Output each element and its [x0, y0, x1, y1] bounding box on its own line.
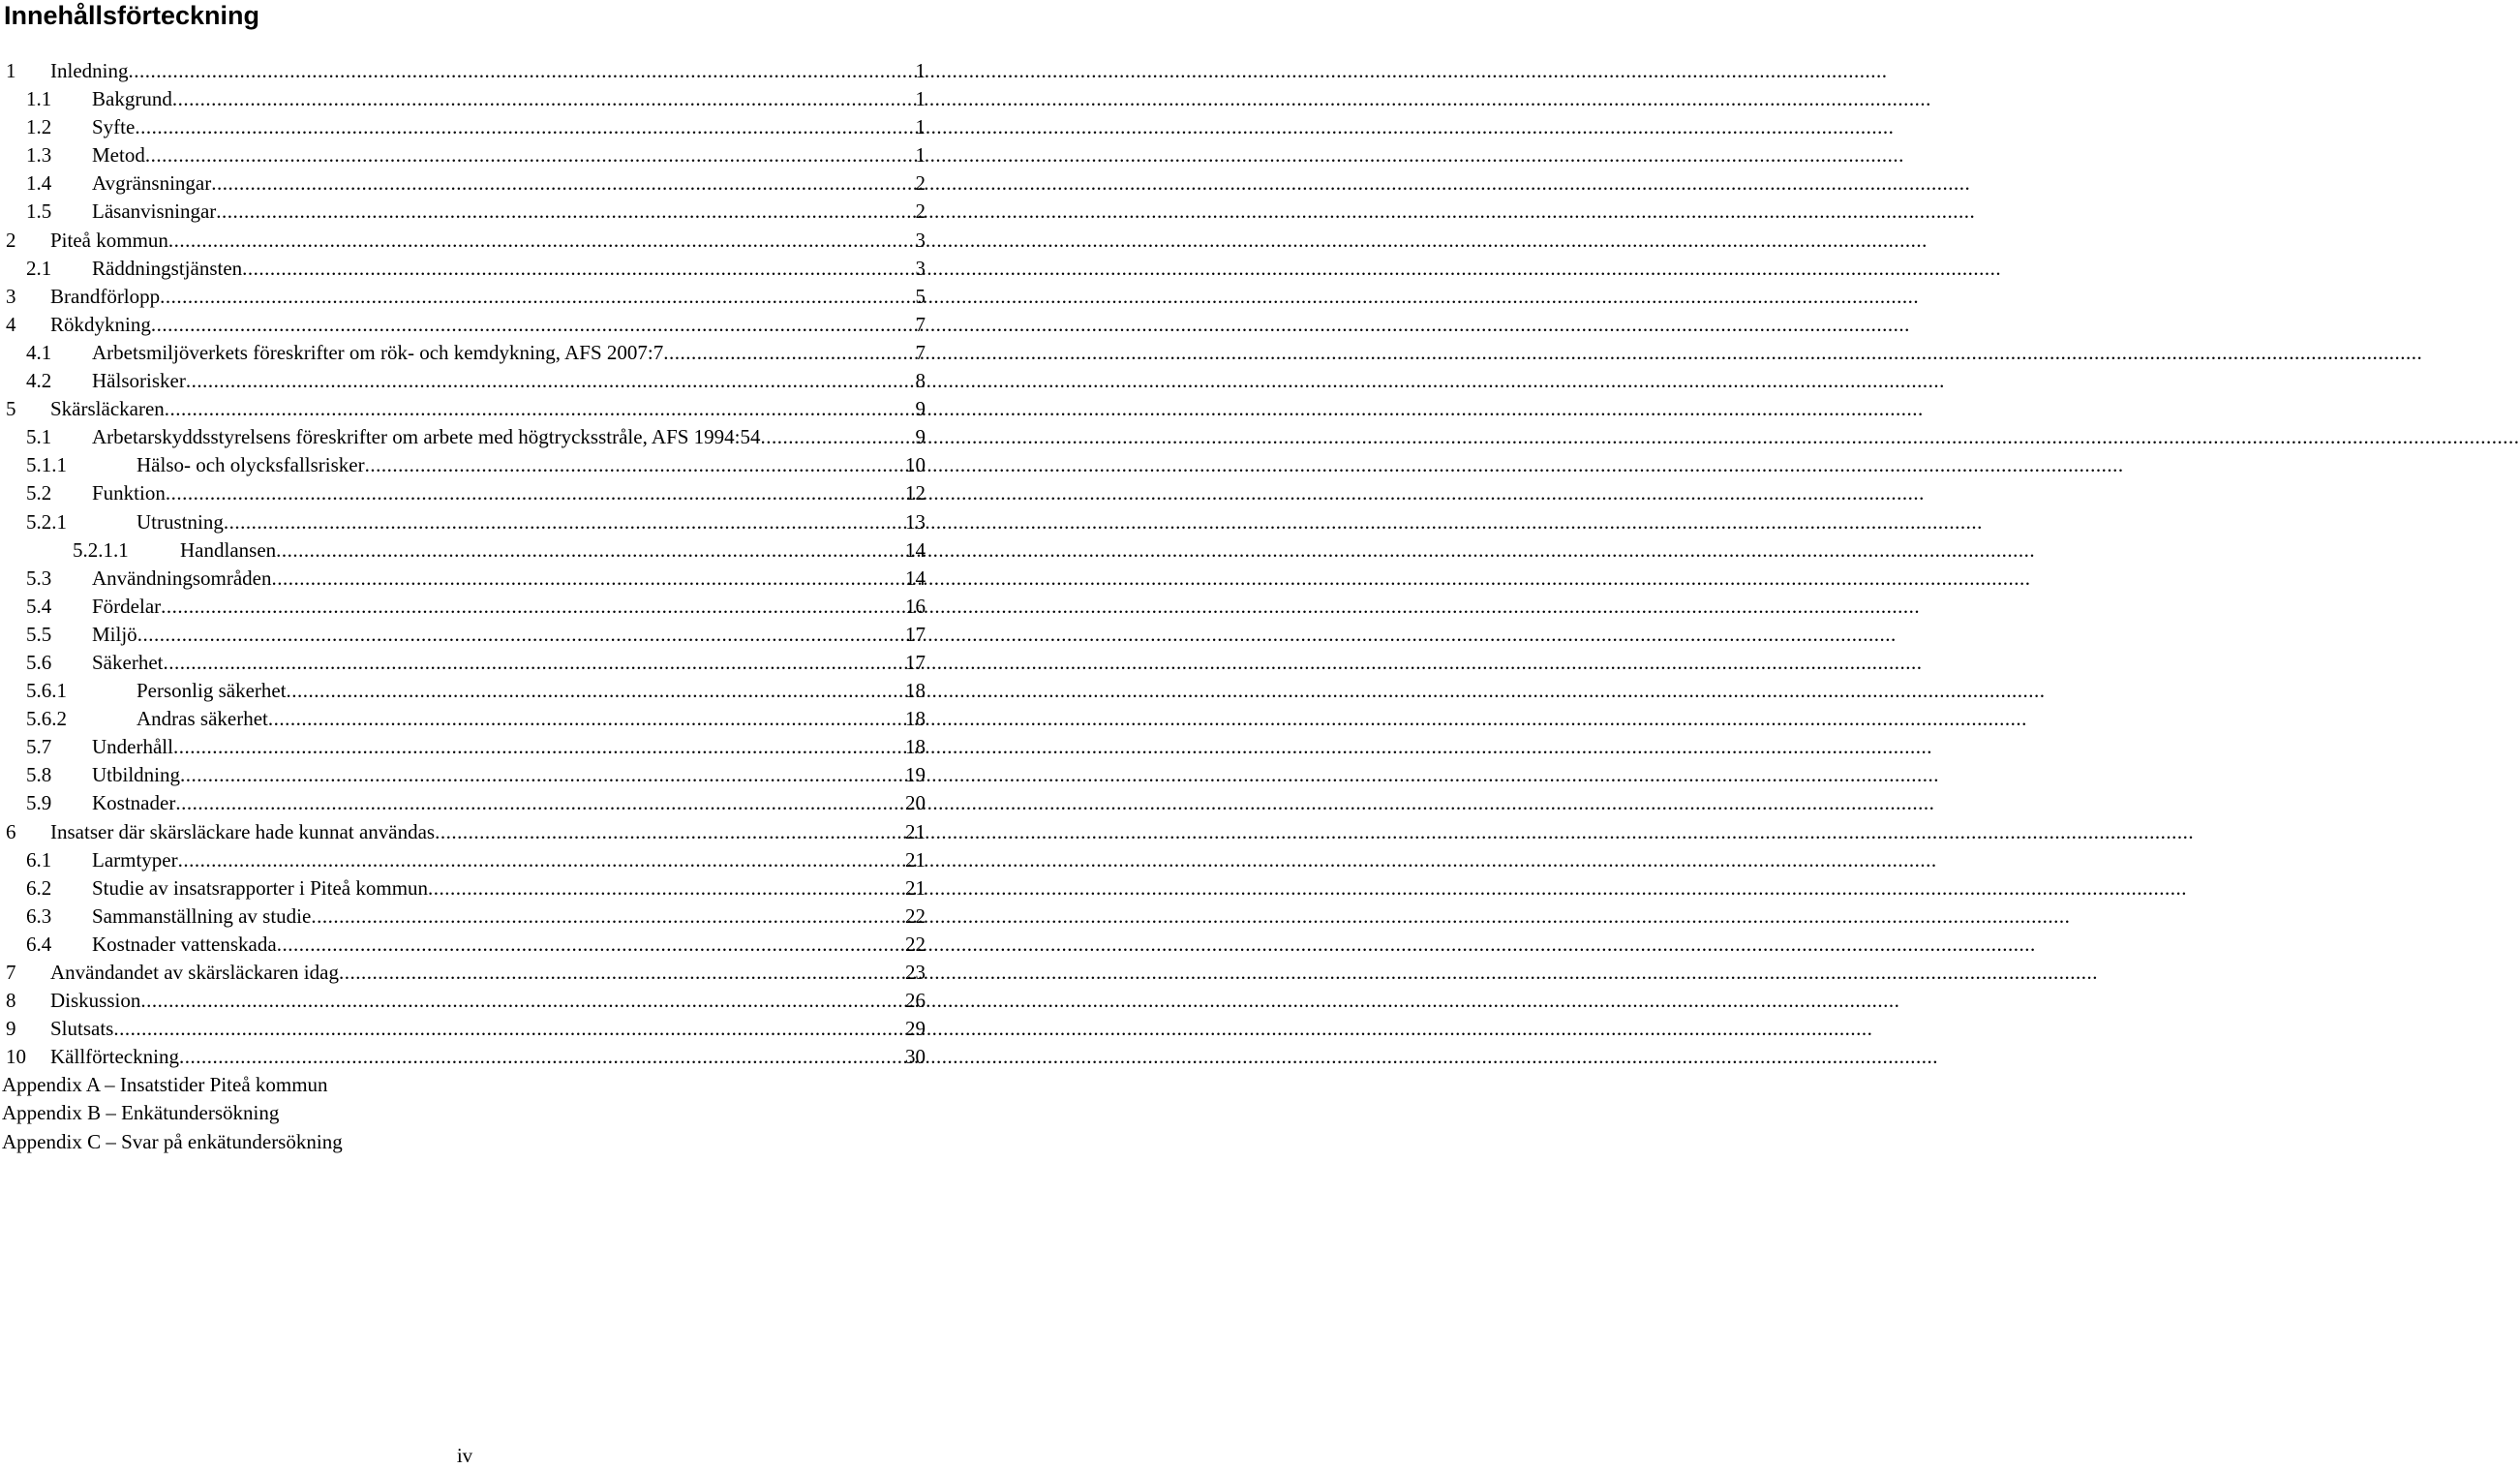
toc-entry-page: 9 [915, 397, 926, 421]
toc-entry-number: 1.3 [26, 143, 52, 168]
toc-entry-page: 21 [905, 819, 926, 843]
toc-entry-page: 9 [915, 425, 926, 449]
toc-entry-title: Piteå kommun [50, 228, 168, 252]
toc-entry-page: 7 [915, 340, 926, 364]
toc-entry-line [50, 1043, 926, 1071]
toc-entry-title: Användandet av skärsläckaren idag [50, 961, 339, 984]
toc-entry-page: 22 [905, 903, 926, 928]
toc-entry[interactable] [0, 677, 929, 705]
toc-entry[interactable] [0, 85, 929, 113]
toc-entry-number: 9 [6, 1017, 16, 1041]
toc-entry-number: 6.3 [26, 903, 52, 928]
toc-entry[interactable] [0, 198, 929, 226]
toc-entry-line [137, 705, 926, 733]
appendix-entry[interactable]: Appendix A – Insatstider Piteå kommun [2, 1073, 328, 1097]
toc-entry-title: Studie av insatsrapporter i Piteå kommun [92, 875, 429, 900]
toc-dot-leader [428, 874, 905, 903]
toc-entry[interactable] [0, 846, 929, 874]
toc-entry[interactable] [0, 705, 929, 733]
toc-entry-line [180, 536, 926, 565]
toc-entry-number: 6 [6, 819, 16, 843]
toc-entry-title: Insatser där skärsläckare hade kunnat användas [50, 819, 436, 843]
toc-entry-line [92, 198, 926, 226]
toc-dot-leader [365, 451, 905, 479]
toc-entry-number: 6.1 [26, 847, 52, 872]
toc-entry-page: 17 [905, 650, 926, 674]
toc-entry[interactable] [0, 395, 929, 423]
toc-entry-line [137, 677, 926, 705]
toc-dot-leader [216, 198, 915, 226]
toc-entry-line [50, 311, 926, 339]
toc-entry-line [92, 903, 926, 931]
toc-entry-number: 1.1 [26, 87, 52, 111]
toc-entry-page: 8 [915, 369, 926, 393]
toc-entry[interactable] [0, 818, 929, 846]
toc-entry-page: 16 [905, 594, 926, 618]
toc-dot-leader [135, 113, 915, 141]
toc-entry-line [92, 169, 926, 198]
toc-entry[interactable] [0, 479, 929, 507]
toc-entry-number: 6.2 [26, 875, 52, 900]
toc-entry-title: Miljö [92, 622, 137, 646]
toc-entry-title: Läsanvisningar [92, 199, 217, 224]
toc-entry-line [92, 649, 926, 677]
toc-entry[interactable] [0, 649, 929, 677]
toc-entry-line [50, 959, 926, 987]
toc-entry-line [92, 367, 926, 395]
toc-entry-page: 21 [905, 847, 926, 872]
toc-dot-leader [761, 423, 916, 451]
toc-entry-line [50, 227, 926, 255]
toc-entry-number: 5.2.1.1 [73, 537, 129, 562]
toc-entry-page: 1 [915, 87, 926, 111]
toc-entry-title: Metod [92, 143, 145, 168]
toc-entry-page: 20 [905, 791, 926, 815]
toc-entry-line [92, 113, 926, 141]
toc-dot-leader [160, 283, 915, 311]
toc-entry[interactable] [0, 367, 929, 395]
toc-entry-line [92, 931, 926, 959]
toc-dot-leader [145, 141, 916, 169]
toc-entry-page: 19 [905, 763, 926, 787]
toc-entry-page: 12 [905, 481, 926, 505]
toc-dot-leader [268, 705, 905, 733]
toc-entry[interactable] [0, 621, 929, 649]
toc-entry-number: 5 [6, 397, 16, 421]
toc-entry-title: Kostnader vattenskada [92, 932, 277, 956]
toc-entry-line [50, 283, 926, 311]
toc-entry-line [137, 508, 926, 536]
toc-dot-leader [276, 536, 905, 565]
toc-entry[interactable] [0, 255, 929, 283]
toc-dot-leader [178, 846, 905, 874]
toc-entry-title: Avgränsningar [92, 171, 212, 196]
toc-entry-page: 18 [905, 707, 926, 731]
toc-entry-page: 18 [905, 679, 926, 703]
toc-dot-leader [242, 255, 915, 283]
toc-entry-number: 1.5 [26, 199, 52, 224]
toc-entry-number: 5.4 [26, 594, 52, 618]
toc-entry-line [50, 57, 926, 85]
toc-entry-page: 3 [915, 256, 926, 280]
toc-dot-leader [277, 931, 905, 959]
toc-entry-page: 26 [905, 989, 926, 1013]
toc-entry-page: 29 [905, 1017, 926, 1041]
toc-entry-page: 22 [905, 932, 926, 956]
appendix-entry[interactable]: Appendix B – Enkätundersökning [2, 1101, 280, 1125]
toc-dot-leader [179, 1043, 905, 1071]
toc-entry[interactable] [0, 283, 929, 311]
toc-entry-title: Användningsområden [92, 566, 272, 590]
toc-entry-title: Hälsorisker [92, 369, 186, 393]
toc-entry-line [92, 874, 926, 903]
toc-entry-number: 5.6 [26, 650, 52, 674]
toc-dot-leader [175, 789, 905, 817]
toc-entry-title: Slutsats [50, 1017, 114, 1041]
toc-entry-number: 5.9 [26, 791, 52, 815]
toc-entry-title: Brandförlopp [50, 284, 161, 308]
toc-entry[interactable] [0, 1015, 929, 1043]
toc-entry-page: 5 [915, 284, 926, 308]
toc-entry-line [92, 85, 926, 113]
toc-entry-line [92, 339, 926, 367]
toc-entry-number: 5.7 [26, 735, 52, 759]
toc-dot-leader [663, 339, 915, 367]
toc-entry-line [92, 761, 926, 789]
toc-entry-title: Utbildning [92, 763, 181, 787]
toc-entry-line [92, 255, 926, 283]
toc-dot-leader [339, 959, 905, 987]
toc-entry-number: 10 [6, 1045, 26, 1069]
toc-entry-page: 14 [905, 566, 926, 590]
toc-entry[interactable] [0, 311, 929, 339]
toc-entry-page: 2 [915, 171, 926, 196]
toc-entry-number: 3 [6, 284, 16, 308]
toc-entry-page: 2 [915, 199, 926, 224]
toc-entry[interactable] [0, 761, 929, 789]
toc-entry-number: 5.8 [26, 763, 52, 787]
toc-entry-title: Funktion [92, 481, 166, 505]
toc-entry-line [92, 423, 926, 451]
toc-entry-line [92, 565, 926, 593]
toc-dot-leader [165, 395, 916, 423]
toc-dot-leader [311, 903, 905, 931]
toc-entry-title: Syfte [92, 115, 136, 139]
toc-entry-line [137, 451, 926, 479]
toc-entry[interactable] [0, 874, 929, 903]
toc-entry-line [92, 733, 926, 761]
toc-entry-page: 17 [905, 622, 926, 646]
toc-entry-line [92, 621, 926, 649]
toc-entry[interactable] [0, 451, 929, 479]
toc-entry-title: Säkerhet [92, 650, 164, 674]
toc-entry-title: Arbetarskyddsstyrelsens föreskrifter om arbete med högtrycksstråle, AFS 1994:54 [92, 425, 761, 449]
toc-entry-line [50, 987, 926, 1015]
toc-dot-leader [271, 565, 905, 593]
toc-entry[interactable] [0, 903, 929, 931]
toc-entry-title: Sammanställning av studie [92, 903, 312, 928]
toc-entry-page: 3 [915, 228, 926, 252]
toc-dot-leader [172, 85, 916, 113]
toc-entry-page: 23 [905, 961, 926, 984]
toc-entry-number: 5.2.1 [26, 509, 67, 534]
toc-entry-number: 5.5 [26, 622, 52, 646]
toc-entry-number: 5.6.1 [26, 679, 67, 703]
toc-entry[interactable] [0, 169, 929, 198]
toc-dot-leader [168, 227, 916, 255]
toc-entry-number: 4 [6, 312, 16, 336]
toc-entry-number: 8 [6, 989, 16, 1013]
toc-entry-number: 7 [6, 961, 16, 984]
toc-entry-page: 30 [905, 1045, 926, 1069]
toc-dot-leader [137, 621, 905, 649]
toc-entry[interactable] [0, 593, 929, 621]
toc-entry-title: Andras säkerhet [137, 707, 268, 731]
toc-entry-number: 5.1.1 [26, 453, 67, 477]
toc-entry-number: 1.4 [26, 171, 52, 196]
toc-entry-title: Fördelar [92, 594, 162, 618]
toc-dot-leader [287, 677, 905, 705]
toc-entry-line [50, 818, 926, 846]
toc-entry-title: Kostnader [92, 791, 176, 815]
toc-entry-title: Hälso- och olycksfallsrisker [137, 453, 365, 477]
toc-entry-title: Handlansen [180, 537, 277, 562]
toc-entry-number: 5.1 [26, 425, 52, 449]
toc-entry-page: 1 [915, 115, 926, 139]
toc-entry-number: 1 [6, 59, 16, 82]
toc-entry-title: Utrustning [137, 509, 224, 534]
toc-entry-line [50, 395, 926, 423]
toc-entry-line [92, 846, 926, 874]
toc-entry-line [50, 1015, 926, 1043]
toc-entry-title: Rökdykning [50, 312, 151, 336]
toc-entry[interactable] [0, 931, 929, 959]
toc-entry[interactable] [0, 1043, 929, 1071]
toc-entry-title: Källförteckning [50, 1045, 179, 1069]
toc-dot-leader [211, 169, 915, 198]
toc-entry-number: 4.2 [26, 369, 52, 393]
toc-entry-page: 14 [905, 537, 926, 562]
toc-entry-title: Inledning [50, 59, 129, 82]
toc-dot-leader [113, 1015, 905, 1043]
toc-entry-title: Skärsläckaren [50, 397, 165, 421]
toc-entry-page: 18 [905, 735, 926, 759]
toc-entry-page: 1 [915, 59, 926, 82]
page-number [0, 1442, 929, 1469]
toc-entry[interactable] [0, 339, 929, 367]
toc-dot-leader [161, 593, 905, 621]
toc-entry[interactable] [0, 536, 929, 565]
toc-dot-leader [166, 479, 905, 507]
toc-dot-leader [140, 987, 905, 1015]
toc-entry-number: 1.2 [26, 115, 52, 139]
toc-entry-line [92, 789, 926, 817]
page-number-text: iv [456, 1444, 473, 1467]
toc-dot-leader [173, 733, 905, 761]
toc-dot-leader [224, 508, 905, 536]
toc-dot-leader [163, 649, 905, 677]
toc-entry-title: Räddningstjänsten [92, 256, 243, 280]
toc-entry-page: 7 [915, 312, 926, 336]
toc-entry-number: 5.6.2 [26, 707, 67, 731]
toc-entry[interactable] [0, 959, 929, 987]
toc-entry-number: 4.1 [26, 340, 52, 364]
toc-entry-title: Larmtyper [92, 847, 178, 872]
toc-entry-page: 21 [905, 875, 926, 900]
toc-entry-line [92, 141, 926, 169]
toc-entry[interactable] [0, 565, 929, 593]
toc-dot-leader [435, 818, 905, 846]
toc-entry[interactable] [0, 789, 929, 817]
toc-entry-page: 13 [905, 509, 926, 534]
toc-entry-number: 5.3 [26, 566, 52, 590]
toc-entry-page: 1 [915, 143, 926, 168]
toc-entry-page: 10 [905, 453, 926, 477]
toc-entry[interactable] [0, 508, 929, 536]
toc-entry[interactable] [0, 57, 929, 85]
toc-entry-number: 2 [6, 228, 16, 252]
toc-entry-title: Arbetsmiljöverkets föreskrifter om rök- och kemdykning, AFS 2007:7 [92, 340, 664, 364]
toc-entry[interactable] [0, 113, 929, 141]
toc-entry-title: Diskussion [50, 989, 141, 1013]
toc-entry[interactable] [0, 733, 929, 761]
toc-entry-title: Personlig säkerhet [137, 679, 287, 703]
toc-dot-leader [180, 761, 905, 789]
toc-entry[interactable] [0, 423, 929, 451]
page-title: Innehållsförteckning [4, 1, 260, 30]
toc-entry-number: 2.1 [26, 256, 52, 280]
toc-entry-number: 5.2 [26, 481, 52, 505]
toc-entry[interactable] [0, 141, 929, 169]
toc-entry[interactable] [0, 987, 929, 1015]
toc-entry-line [92, 593, 926, 621]
appendix-entry[interactable]: Appendix C – Svar på enkätundersökning [2, 1129, 343, 1153]
toc-dot-leader [186, 367, 916, 395]
toc-entry-title: Bakgrund [92, 87, 172, 111]
toc-entry[interactable] [0, 227, 929, 255]
toc-entry-title: Underhåll [92, 735, 173, 759]
table-of-contents [0, 57, 929, 1156]
toc-entry-line [92, 479, 926, 507]
toc-dot-leader [128, 57, 915, 85]
toc-dot-leader [151, 311, 916, 339]
toc-entry-number: 6.4 [26, 932, 52, 956]
